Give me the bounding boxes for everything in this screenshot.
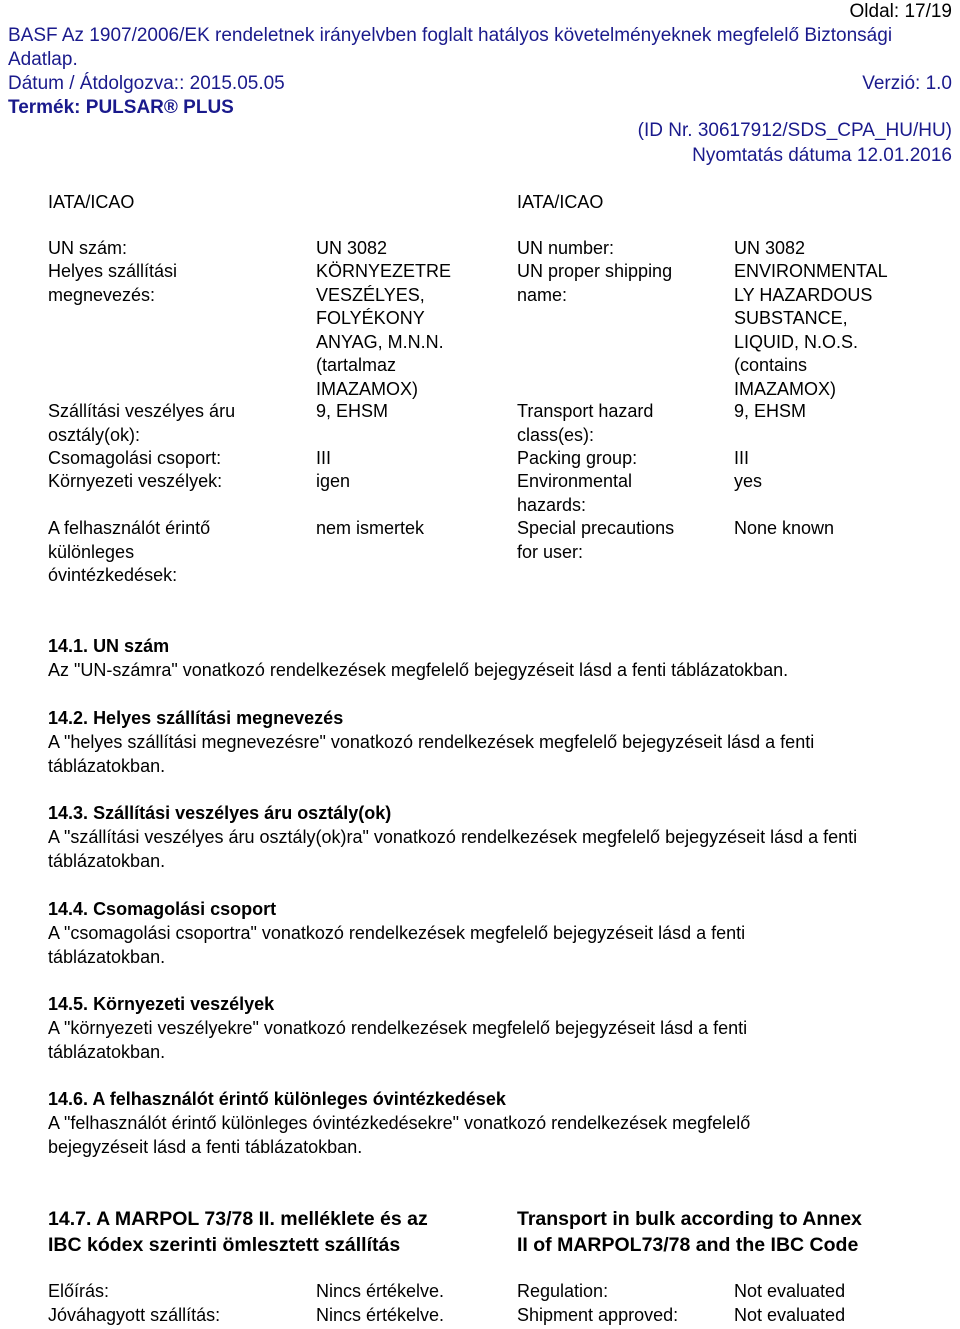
row-value-right: ENVIRONMENTAL LY HAZARDOUS SUBSTANCE, LIQUID, N.O.S. (contains IMAZAMOX) [734,261,888,399]
row-label-left: Csomagolási csoport: [48,448,222,468]
row-value-right: UN 3082 [734,238,806,258]
row-value-left: 9, EHSM [316,401,389,421]
product-prefix: Termék: PULSAR [8,97,164,118]
row-value-right: 9, EHSM [734,401,807,421]
marpol-title-left: 14.7. A MARPOL 73/78 II. melléklete és az IBC kódex szerinti ömlesztett szállítás [48,1208,428,1256]
row-label-right: Packing group: [517,448,638,468]
row-label-left: UN szám: [48,238,128,258]
section-body: Az "UN-számra" vonatkozó rendelkezések megfelelő bejegyzéseit lásd a fenti táblázatokban. [48,660,789,680]
registered-mark: ® [163,97,178,118]
section-heading: 14.5. Környezeti veszélyek [48,994,275,1014]
section-body: A "csomagolási csoportra" vonatkozó rendelkezések megfelelő bejegyzéseit lásd a fenti táblázatokban. [48,923,746,967]
section-heading: 14.4. Csomagolási csoport [48,899,277,919]
row-value-left: nem ismertek [316,518,425,538]
section-body: A "szállítási veszélyes áru osztály(ok)ra" vonatkozó rendelkezések megfelelő bejegyzéseit lásd a fenti táblázatokban. [48,827,858,871]
marpol-label-left: Előírás: [48,1281,110,1301]
section-body: A "felhasználót érintő különleges óvintézkedésekre" vonatkozó rendelkezések megfelelő bejegyzéseit lásd a fenti táblázatokban. [48,1113,751,1157]
row-label-right: Special precautions for user: [517,518,675,562]
row-label-right: Transport hazard class(es): [517,401,654,445]
row-value-left: UN 3082 [316,238,388,258]
row-label-right: UN number: [517,238,615,258]
row-value-right: yes [734,471,763,491]
print-date: Nyomtatás dátuma 12.01.2016 [692,145,952,166]
section-heading: 14.2. Helyes szállítási megnevezés [48,708,344,728]
regulation-line-2: Adatlap. [8,49,78,70]
document-id: (ID Nr. 30617912/SDS_CPA_HU/HU) [637,120,952,141]
revision-date: Dátum / Átdolgozva:: 2015.05.05 [8,73,285,94]
section-heading: 14.3. Szállítási veszélyes áru osztály(ok) [48,803,392,823]
page-number: Oldal: 17/19 [849,1,952,22]
marpol-label-left: Jóváhagyott szállítás: [48,1305,221,1325]
section-body: A "helyes szállítási megnevezésre" vonatkozó rendelkezések megfelelő bejegyzéseit lásd a fenti táblázatokban. [48,732,815,776]
row-label-left: Helyes szállítási megnevezés: [48,261,178,305]
marpol-value-left: Nincs értékelve. [316,1305,445,1325]
table-title-left: IATA/ICAO [48,192,135,212]
product-name [8,96,234,119]
marpol-value-right: Not evaluated [734,1305,846,1325]
marpol-value-right: Not evaluated [734,1281,846,1301]
marpol-label-right: Regulation: [517,1281,609,1301]
row-value-left: igen [316,471,351,491]
marpol-title-right: Transport in bulk according to Annex II of MARPOL73/78 and the IBC Code [517,1208,862,1256]
version: Verzió: 1.0 [862,73,952,94]
row-label-left: Környezeti veszélyek: [48,471,223,491]
product-suffix: PLUS [177,97,234,118]
section-heading: 14.6. A felhasználót érintő különleges óvintézkedések [48,1089,506,1109]
row-value-right: None known [734,518,835,538]
row-value-right: III [734,448,750,468]
row-value-left: KÖRNYEZETRE VESZÉLYES, FOLYÉKONY ANYAG, M.N.N. (tartalmaz IMAZAMOX) [316,261,452,399]
row-label-left: A felhasználót érintő különleges óvintézkedések: [48,518,211,585]
row-label-right: Environmental hazards: [517,471,633,515]
regulation-line: BASF Az 1907/2006/EK rendeletnek irányelvben foglalt hatályos követelményeknek megfelelő Biztonsági [8,25,893,46]
row-label-left: Szállítási veszélyes áru osztály(ok): [48,401,236,445]
marpol-label-right: Shipment approved: [517,1305,679,1325]
marpol-value-left: Nincs értékelve. [316,1281,445,1301]
section-heading: 14.1. UN szám [48,636,170,656]
row-label-right: UN proper shipping name: [517,261,673,305]
row-value-left: III [316,448,332,468]
section-body: A "környezeti veszélyekre" vonatkozó rendelkezések megfelelő bejegyzéseit lásd a fenti táblázatokban. [48,1018,748,1062]
table-title-right: IATA/ICAO [517,192,604,212]
